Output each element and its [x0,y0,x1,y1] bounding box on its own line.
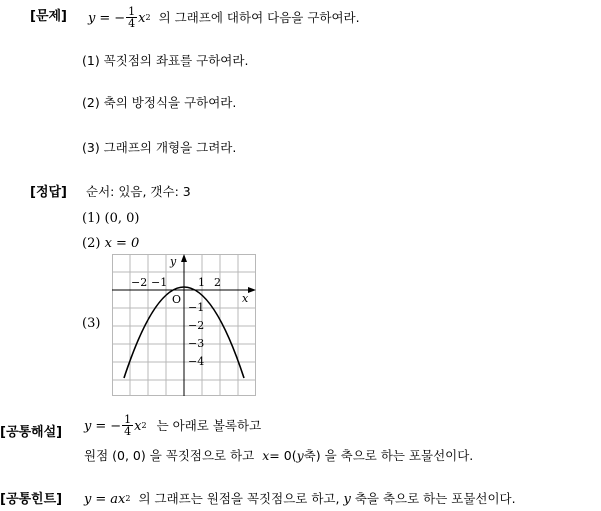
answer-3-label: (3) [82,316,101,331]
hint-line: y = ax 2 의 그래프는 원점을 꼭짓점으로 하고, y 축을 축으로 하는 포물선이다. [84,490,516,507]
parabola-graph [112,254,256,396]
x-axis-arrow [248,287,256,293]
problem-item-2: (2) 축의 방정식을 구하여라. [82,95,237,110]
answer-tag: [정답] [30,185,67,200]
problem-tag: [문제] [30,9,67,24]
y-axis-label: y [170,255,177,268]
x-axis-label: x [242,292,249,305]
answer-2: (2) x = 0 [82,236,140,251]
x-tick-label: −1 [151,276,168,289]
x-tick-label: 1 [198,276,205,289]
y-axis-arrow [181,254,187,262]
explanation-line-2: 원점 (0, 0) 을 꼭짓점으로 하고 x= 0(y축) 을 축으로 하는 포물선이다. [84,448,474,463]
x-tick-label: −2 [131,276,148,289]
problem-text: 의 그래프에 대하여 다음을 구하여라. [158,9,360,25]
x-tick-label: 2 [214,276,221,289]
y-tick-label: −3 [188,337,205,350]
fraction: $\frac{1}{4}$ [128,4,136,31]
answer-1: (1) (0, 0) [82,211,140,226]
y-tick-label: −1 [188,301,205,314]
origin-label: O [172,293,182,306]
problem-item-3: (3) 그래프의 개형을 그려라. [82,140,237,155]
y-tick-label: −4 [188,355,205,368]
hint-tag: [공통힌트] [0,492,63,507]
problem-equation: y = − $\frac{1}{4}$ x 2 의 그래프에 대하여 다음을 구하여라. [88,4,360,31]
problem-item-1: (1) 꼭짓점의 좌표를 구하여라. [82,53,249,68]
explanation-line-1: y = − $\frac{1}{4}$ x 2 는 아래로 볼록하고 [84,412,262,439]
y-tick-label: −2 [188,319,205,332]
fraction: $\frac{1}{4}$ [124,412,132,439]
answer-header: 순서: 있음, 갯수: 3 [86,184,191,199]
explanation-tag: [공통해설] [0,425,63,440]
